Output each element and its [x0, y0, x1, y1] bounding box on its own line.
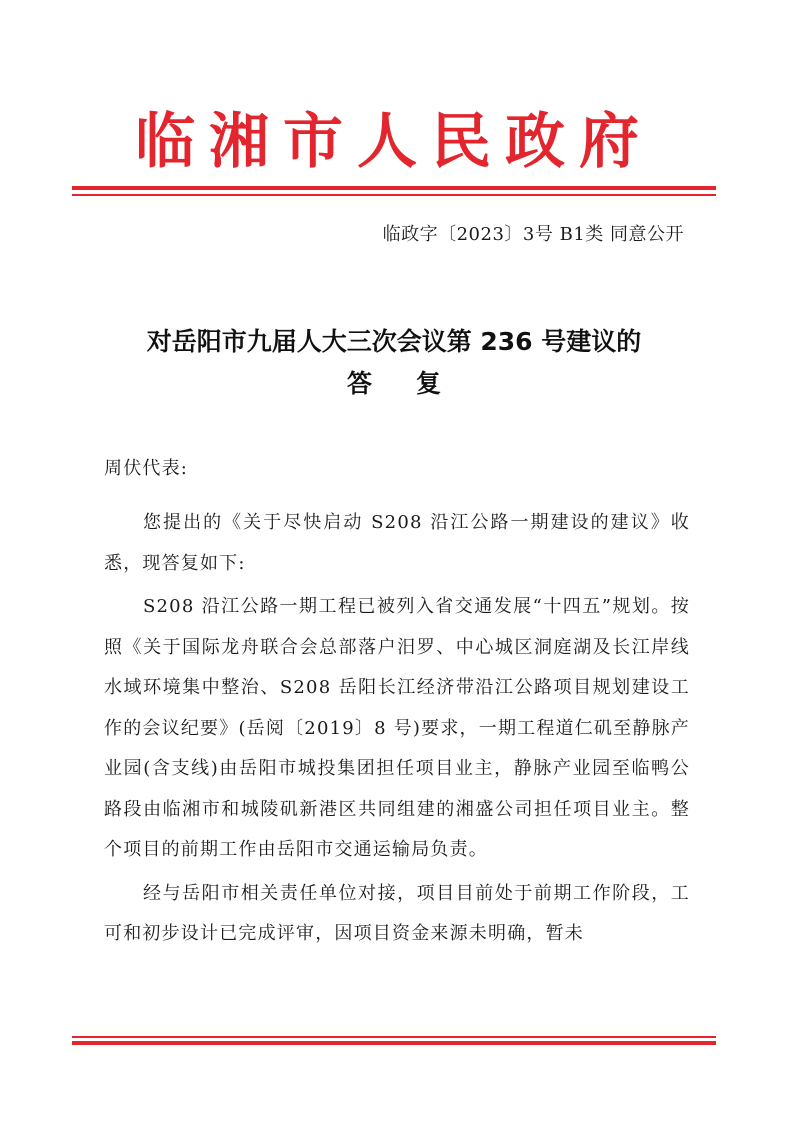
footer-red-rule-thin [72, 1036, 716, 1038]
document-title-line-1: 对岳阳市九届人大三次会议第 236 号建议的 [146, 327, 642, 356]
document-title-line-2: 答复 [346, 369, 485, 398]
document-body [104, 503, 690, 955]
header-red-rule [72, 186, 716, 190]
footer-red-rule [72, 1041, 716, 1045]
document-number: 临政字〔2023〕3号 B1类 同意公开 [382, 224, 684, 245]
body-paragraph-1: 您提出的《关于尽快启动 S208 沿江公路一期建设的建议》收悉，现答复如下: [104, 512, 690, 574]
body-paragraph-2: S208 沿江公路一期工程已被列入省交通发展“十四五”规划。按照《关于国际龙舟联合会总部落户汨罗、中心城区洞庭湖及长江岸线水域环境集中整治、S208 岳阳长江经济带沿江公路项目规划建设工作的会议纪要》(岳阅〔2019〕8 号)要求，一期工程道仁矶至静脉产业园(含支线)由岳阳市城投集团担任项目业主，静脉产业园至临鸭公路段由临湘市和城陵矶新港区共同组建的湘盛公司担任项目业主。整个项目的前期工作由岳阳市交通运输局负责。 [104, 596, 690, 860]
header-red-rule-thin [72, 194, 716, 196]
issuing-authority-masthead: 临湘市人民政府 [135, 107, 653, 177]
salutation: 周伏代表: [104, 458, 189, 479]
body-paragraph-3: 经与岳阳市相关责任单位对接，项目目前处于前期工作阶段，工可和初步设计已完成评审，因项目资金来源未明确，暂未 [104, 882, 690, 944]
